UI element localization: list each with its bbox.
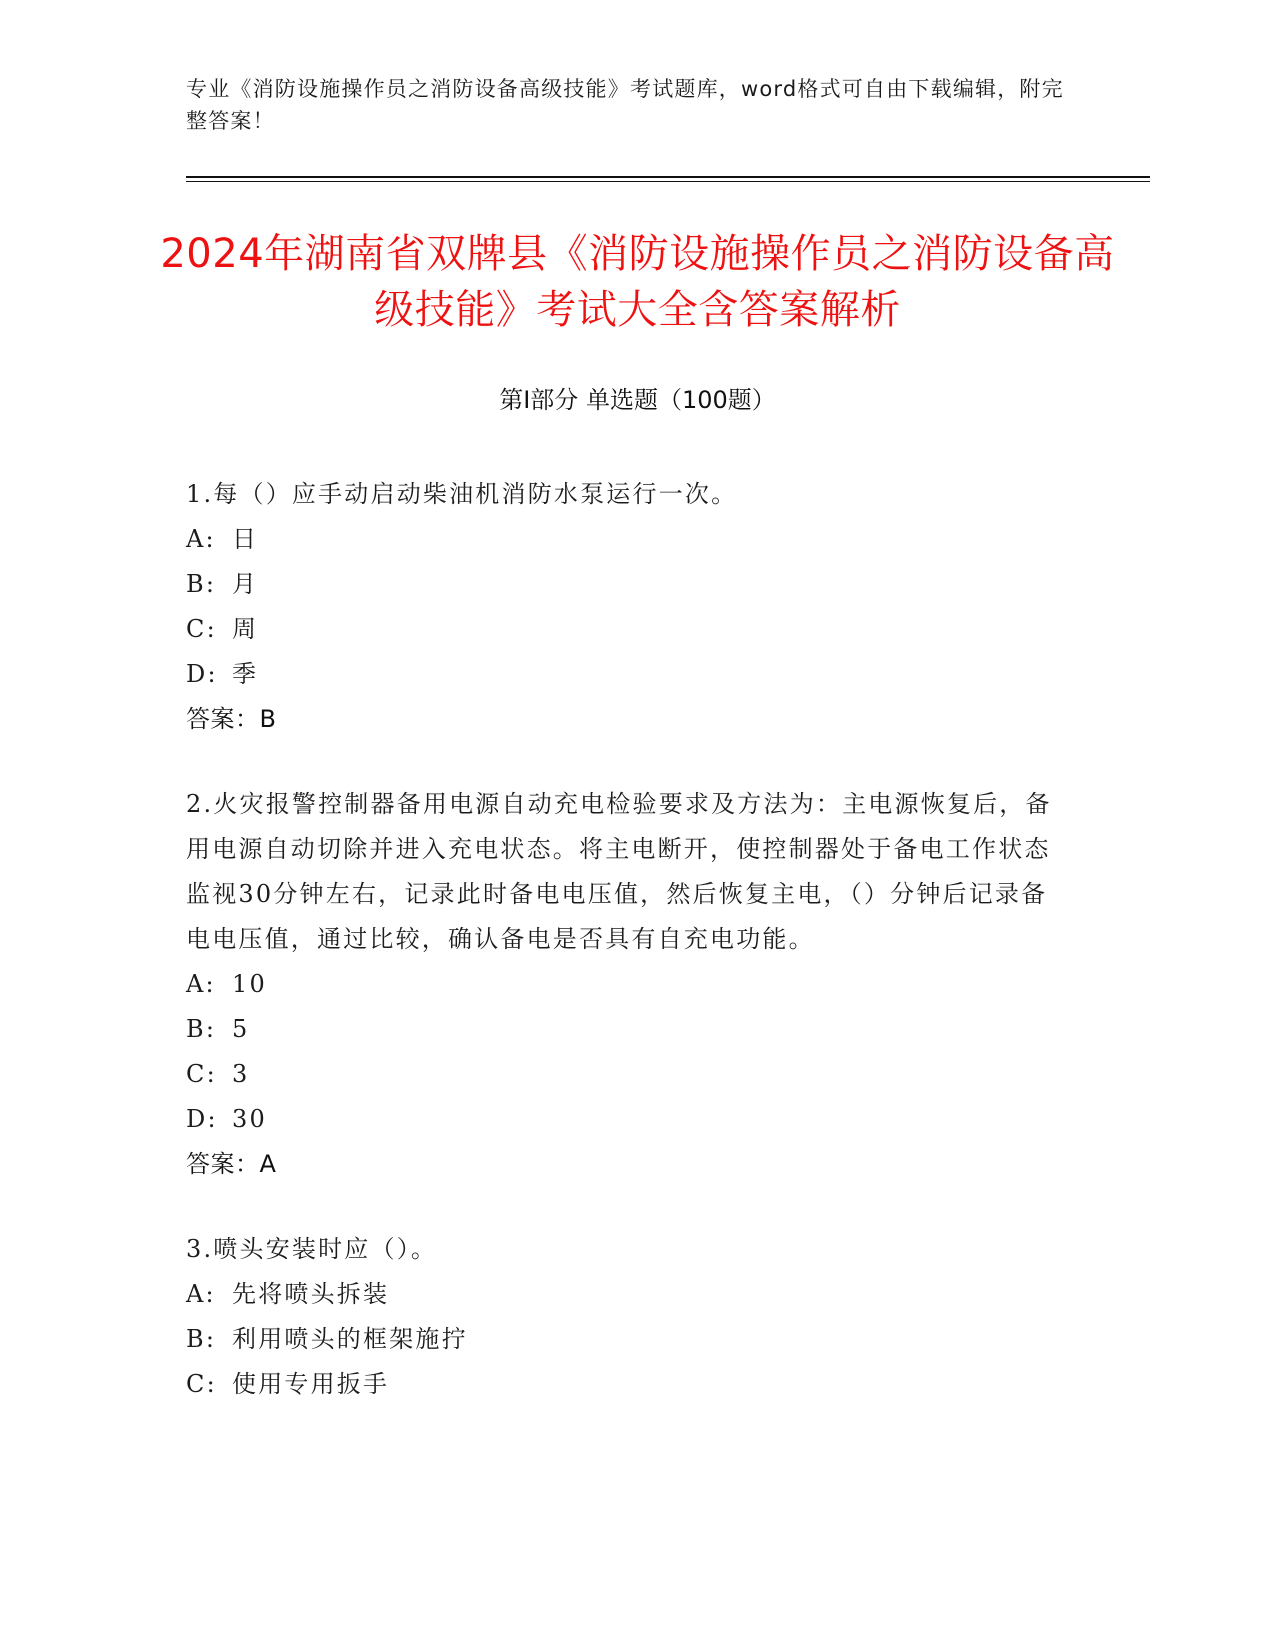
question-stem: 1.每（）应手动启动柴油机消防水泵运行一次。 — [186, 480, 738, 508]
question-list — [186, 472, 1066, 1447]
option-text: 5 — [232, 1015, 250, 1043]
option-a — [186, 962, 1066, 1007]
header-divider-thick — [186, 176, 1150, 178]
option-a — [186, 517, 1066, 562]
option-text: 月 — [232, 570, 259, 598]
option-letter: C: — [186, 615, 217, 643]
section-heading: 第I部分 单选题（100题） — [499, 386, 776, 414]
question-1 — [186, 472, 1066, 742]
option-b — [186, 1317, 1066, 1362]
option-text: 先将喷头拆装 — [232, 1280, 390, 1308]
option-letter: B: — [186, 570, 217, 598]
option-letter: C: — [186, 1060, 217, 1088]
question-2 — [186, 782, 1066, 1187]
option-text: 季 — [232, 660, 259, 688]
option-text: 10 — [232, 970, 267, 998]
header-divider-thin — [186, 181, 1150, 182]
option-letter: A: — [186, 970, 216, 998]
option-text: 3 — [232, 1060, 250, 1088]
option-d — [186, 1097, 1066, 1142]
option-text: 周 — [232, 615, 259, 643]
option-text: 日 — [232, 525, 259, 553]
option-text: 使用专用扳手 — [232, 1370, 390, 1398]
option-c — [186, 1052, 1066, 1097]
option-letter: C: — [186, 1370, 217, 1398]
option-letter: B: — [186, 1015, 217, 1043]
option-letter: B: — [186, 1325, 217, 1353]
option-letter: D: — [186, 1105, 218, 1133]
answer-line: 答案：A — [186, 1150, 277, 1178]
option-c — [186, 1362, 1066, 1407]
option-letter: A: — [186, 525, 216, 553]
option-b — [186, 1007, 1066, 1052]
question-3 — [186, 1227, 1066, 1407]
option-letter: D: — [186, 660, 218, 688]
option-text: 利用喷头的框架施拧 — [232, 1325, 468, 1353]
option-d — [186, 652, 1066, 697]
option-text: 30 — [232, 1105, 267, 1133]
question-stem: 3.喷头安装时应（）。 — [186, 1235, 438, 1263]
document-title: 2024年湖南省双牌县《消防设施操作员之消防设备高级技能》考试大全含答案解析 — [160, 231, 1115, 333]
answer-line: 答案：B — [186, 705, 277, 733]
header-note: 专业《消防设施操作员之消防设备高级技能》考试题库，word格式可自由下载编辑，附完整答案！ — [186, 77, 1064, 133]
option-c — [186, 607, 1066, 652]
question-stem: 2.火灾报警控制器备用电源自动充电检验要求及方法为：主电源恢复后，备用电源自动切除并进入充电状态。将主电断开，使控制器处于备电工作状态监视30分钟左右，记录此时备电电压值，然后恢复主电，（）分钟后记录备电电压值，通过比较，确认备电是否具有自充电功能。 — [186, 790, 1052, 953]
option-b — [186, 562, 1066, 607]
option-a — [186, 1272, 1066, 1317]
option-letter: A: — [186, 1280, 216, 1308]
